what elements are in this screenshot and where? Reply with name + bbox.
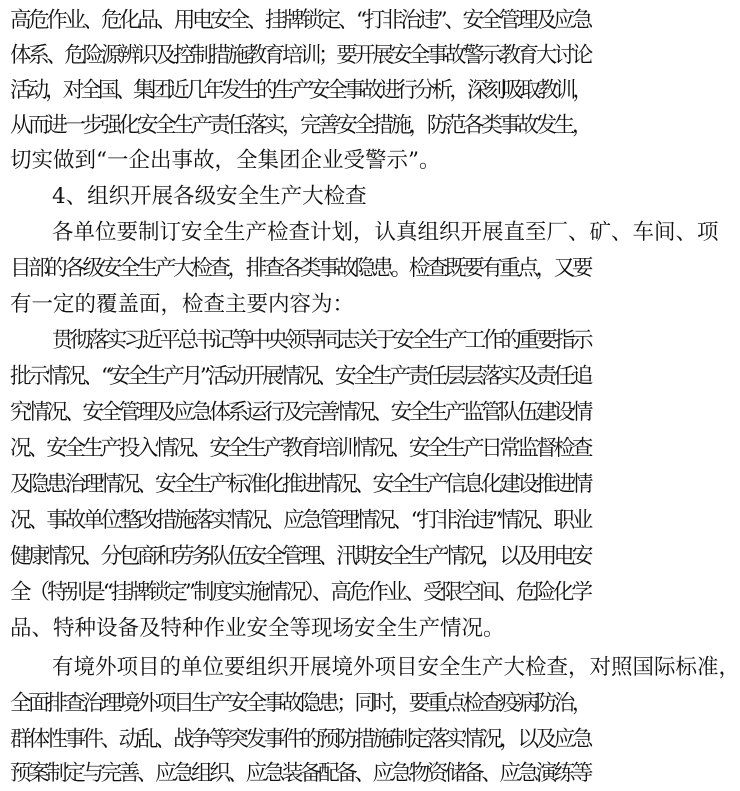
text-line: 究情况、安全管理及应急体系运行及完善情况、安全生产监管队伍建设情 <box>10 400 590 425</box>
text-line: 有一定的覆盖面，检查主要内容为： <box>10 292 355 317</box>
text-line: 健康情况、分包商和劳务队伍安全管理、汛期安全生产情况，以及用电安 <box>10 544 590 569</box>
text-line: 体系、危险源辨识及控制措施教育培训；要开展安全事故警示教育大讨论 <box>10 43 590 68</box>
text-line: 全面排查治理境外项目生产安全事故隐患；同时，要重点检查疫病防治， <box>10 691 590 716</box>
text-line: 从而进一步强化安全生产责任落实，完善安全措施，防范各类事故发生， <box>10 113 590 138</box>
text-line: 群体性事件、动乱、战争等突发事件的预防措施制定落实情况，以及应急 <box>10 727 590 752</box>
text-line: 况、事故单位整改措施落实情况、应急管理情况、“打非治违”情况、职业 <box>10 508 590 533</box>
text-line: 批示情况、“安全生产月”活动开展情况、安全生产责任层层落实及责任追 <box>10 364 590 389</box>
section-heading: 4、组织开展各级安全生产大检查 <box>52 184 367 209</box>
text-line: 贯彻落实习近平总书记等中央领导同志关于安全生产工作的重要指示 <box>52 328 590 353</box>
text-line: 切实做到“一企出事故，全集团企业受警示”。 <box>10 148 441 173</box>
text-line: 品、特种设备及特种作业安全等现场安全生产情况。 <box>10 616 505 641</box>
text-line: 及隐患治理情况、安全生产标准化推进情况、安全生产信息化建设推进情 <box>10 472 590 497</box>
text-line: 目部的各级安全生产大检查，排查各类事故隐患。检查既要有重点，又要 <box>10 256 590 281</box>
text-line: 高危作业、危化品、用电安全、挂牌锁定、“打非治违”、安全管理及应急 <box>10 8 590 33</box>
text-line: 各单位要制订安全生产检查计划，认真组织开展直至厂、矿、车间、项 <box>52 220 719 245</box>
text-line: 全（特别是“挂牌锁定”制度实施情况）、高危作业、受限空间、危险化学 <box>10 580 590 605</box>
text-line: 况、安全生产投入情况、安全生产教育培训情况、安全生产日常监督检查 <box>10 436 590 461</box>
text-line: 有境外项目的单位要组织开展境外项目安全生产大检查，对照国际标准， <box>52 655 740 680</box>
text-line: 活动，对全国、集团近几年发生的生产安全事故进行分析，深刻吸取教训， <box>10 78 590 103</box>
text-line: 预案制定与完善、应急组织、应急装备配备、应急物资储备、应急演练等 <box>10 761 590 786</box>
